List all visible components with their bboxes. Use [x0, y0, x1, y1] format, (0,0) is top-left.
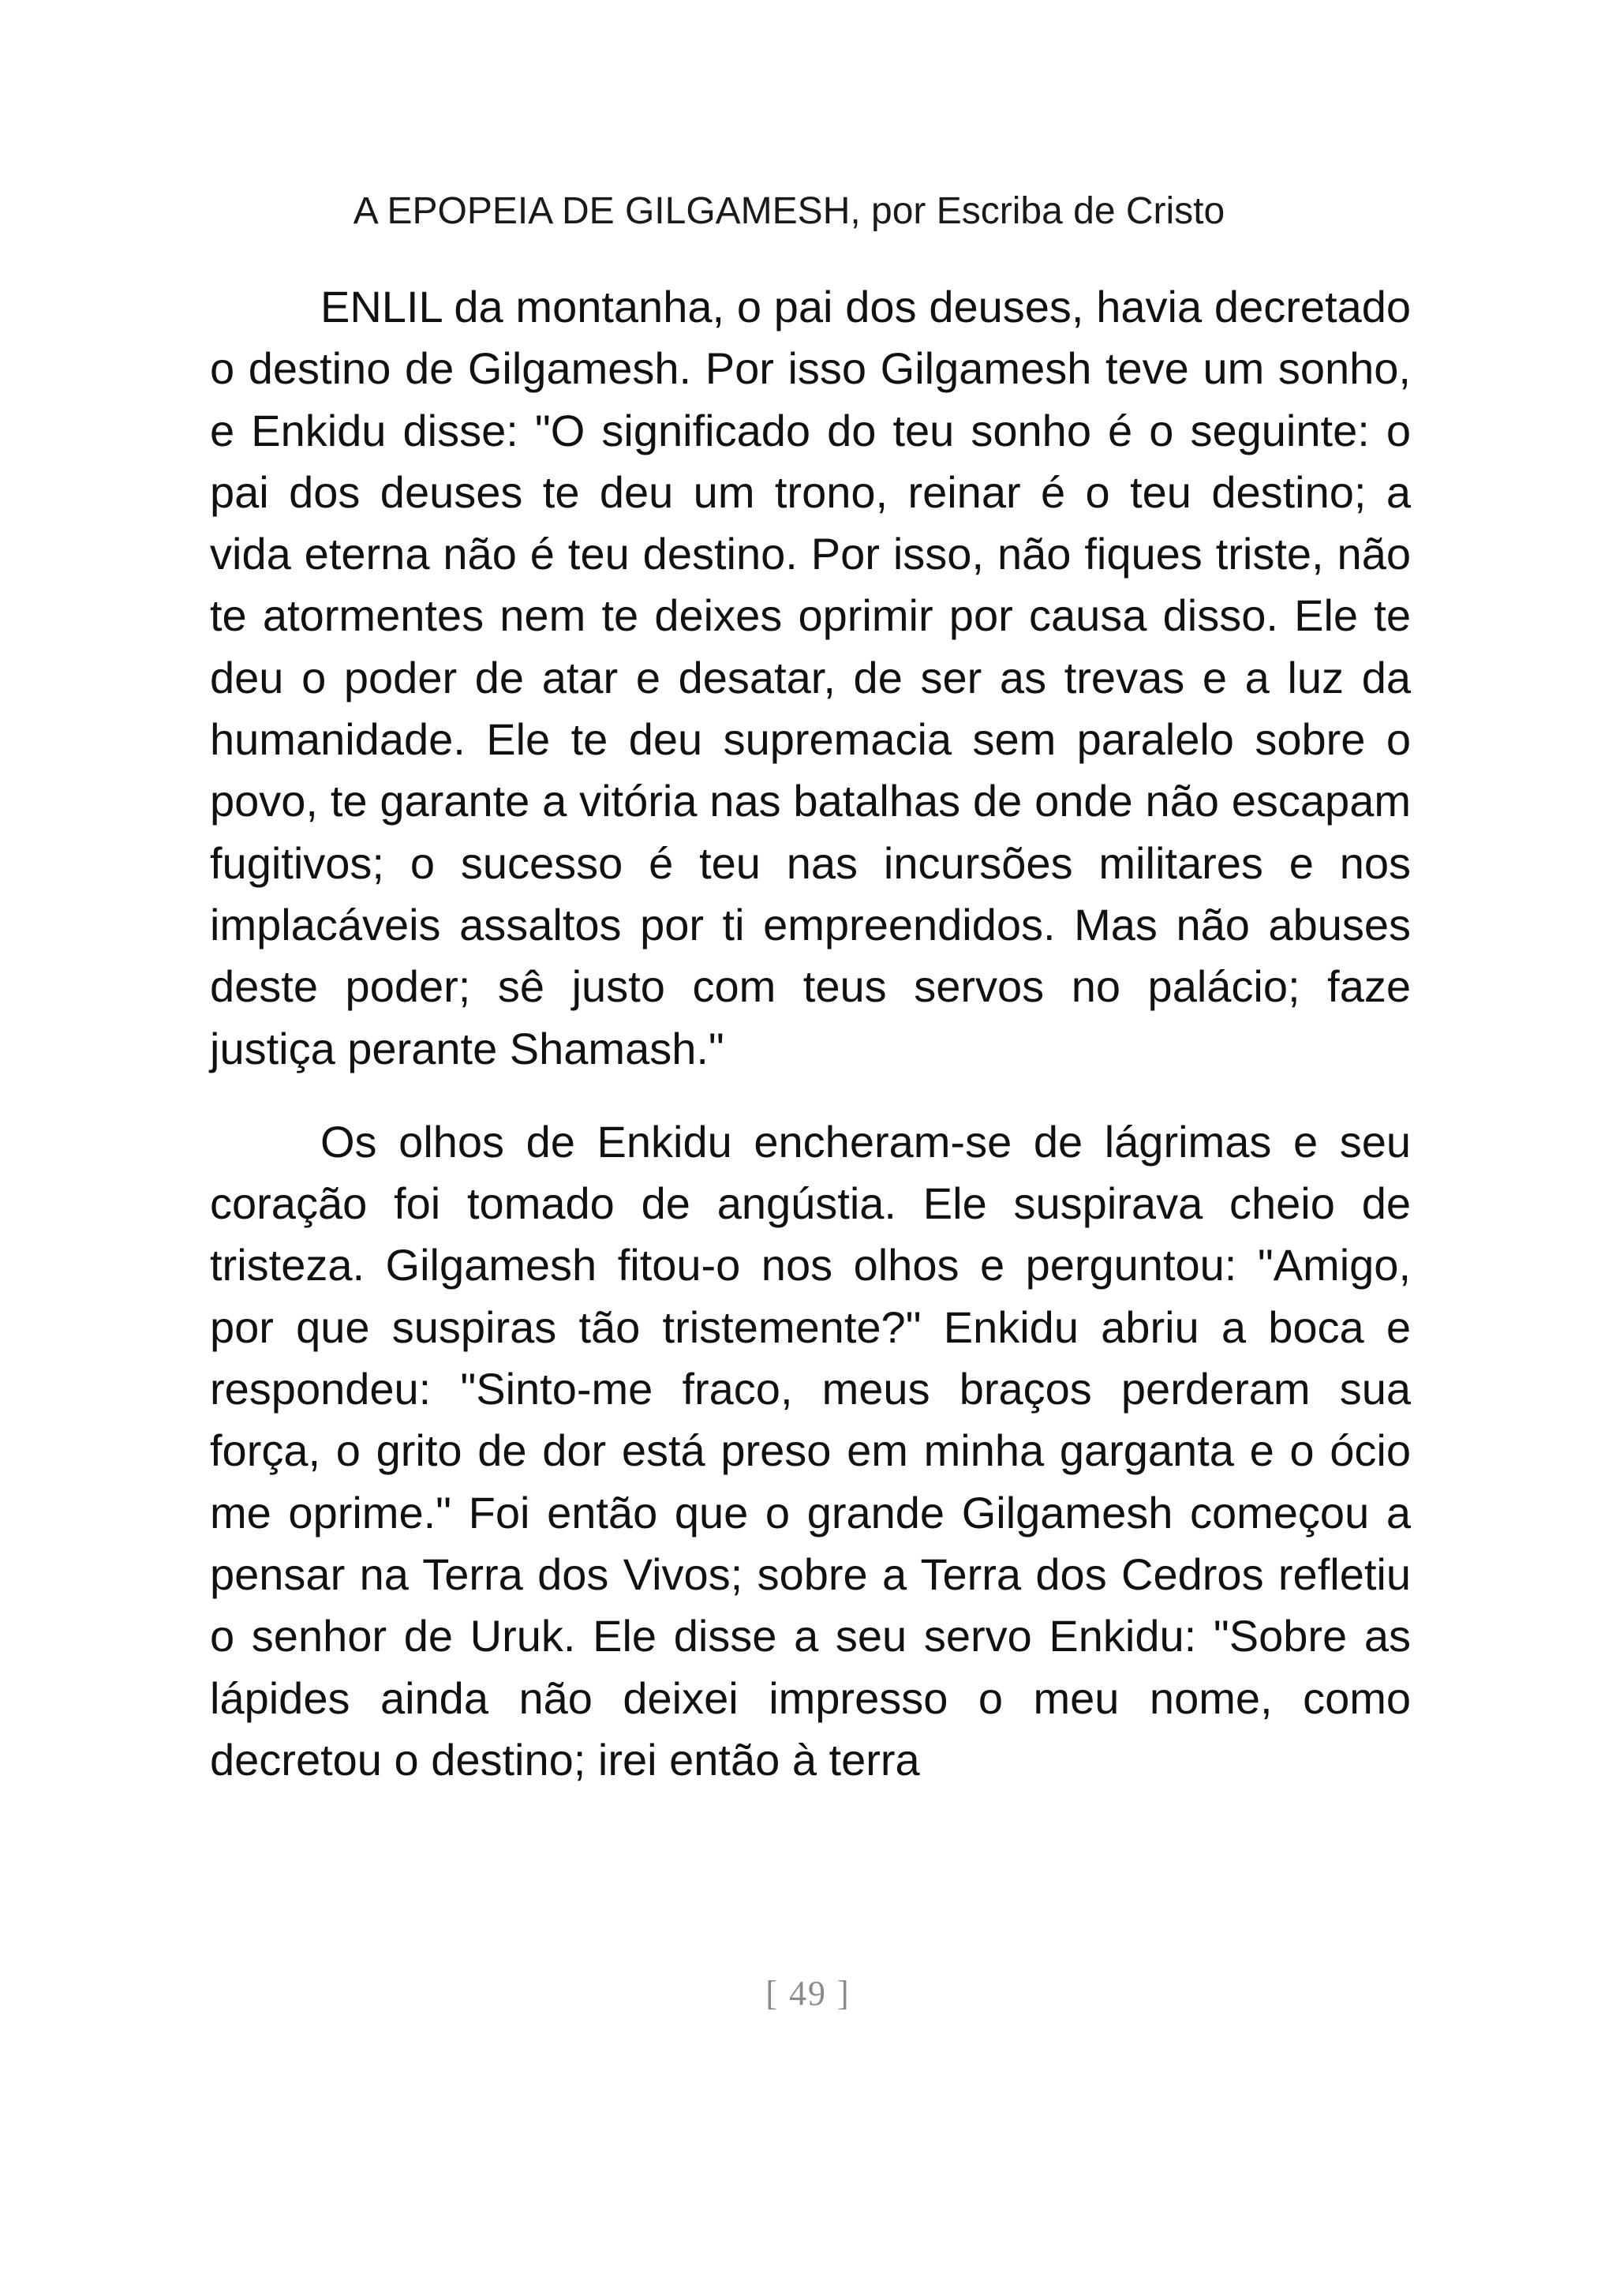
- page-number: [ 49 ]: [765, 1974, 851, 2013]
- paragraph-1: ENLIL da montanha, o pai dos deuses, havia decretado o destino de Gilgamesh. Por isso Gilgamesh teve um sonho, e Enkidu disse: "O significado do teu sonho é o seguinte: o pai dos deuses te deu um trono, reinar é o teu destino; a vida eterna não é teu destino. Por isso, não fiques triste, não te atormentes nem te deixes oprimir por causa disso. Ele te deu o poder de atar e desatar, de ser as trevas e a luz da humanidade. Ele te deu supremacia sem paralelo sobre o povo, te garante a vitória nas batalhas de onde não escapam fugitivos; o sucesso é teu nas incursões militares e nos implacáveis assaltos por ti empreendidos. Mas não abuses deste poder; sê justo com teus servos no palácio; faze justiça perante Shamash.": [210, 282, 1411, 1073]
- paragraph-2: Os olhos de Enkidu encheram-se de lágrimas e seu coração foi tomado de angústia. Ele suspirava cheio de tristeza. Gilgamesh fitou-o nos olhos e perguntou: "Amigo, por que suspiras tão tristemente?" Enkidu abriu a boca e respondeu: "Sinto-me fraco, meus braços perderam sua força, o grito de dor está preso em minha garganta e o ócio me oprime." Foi então que o grande Gilgamesh começou a pensar na Terra dos Vivos; sobre a Terra dos Cedros refletiu o senhor de Uruk. Ele disse a seu servo Enkidu: "Sobre as lápides ainda não deixei impresso o meu nome, como decretou o destino; irei então à terra: [210, 1116, 1411, 1785]
- running-header: A EPOPEIA DE GILGAMESH, por Escriba de Cristo: [353, 190, 1225, 232]
- body-text: [210, 276, 1411, 1791]
